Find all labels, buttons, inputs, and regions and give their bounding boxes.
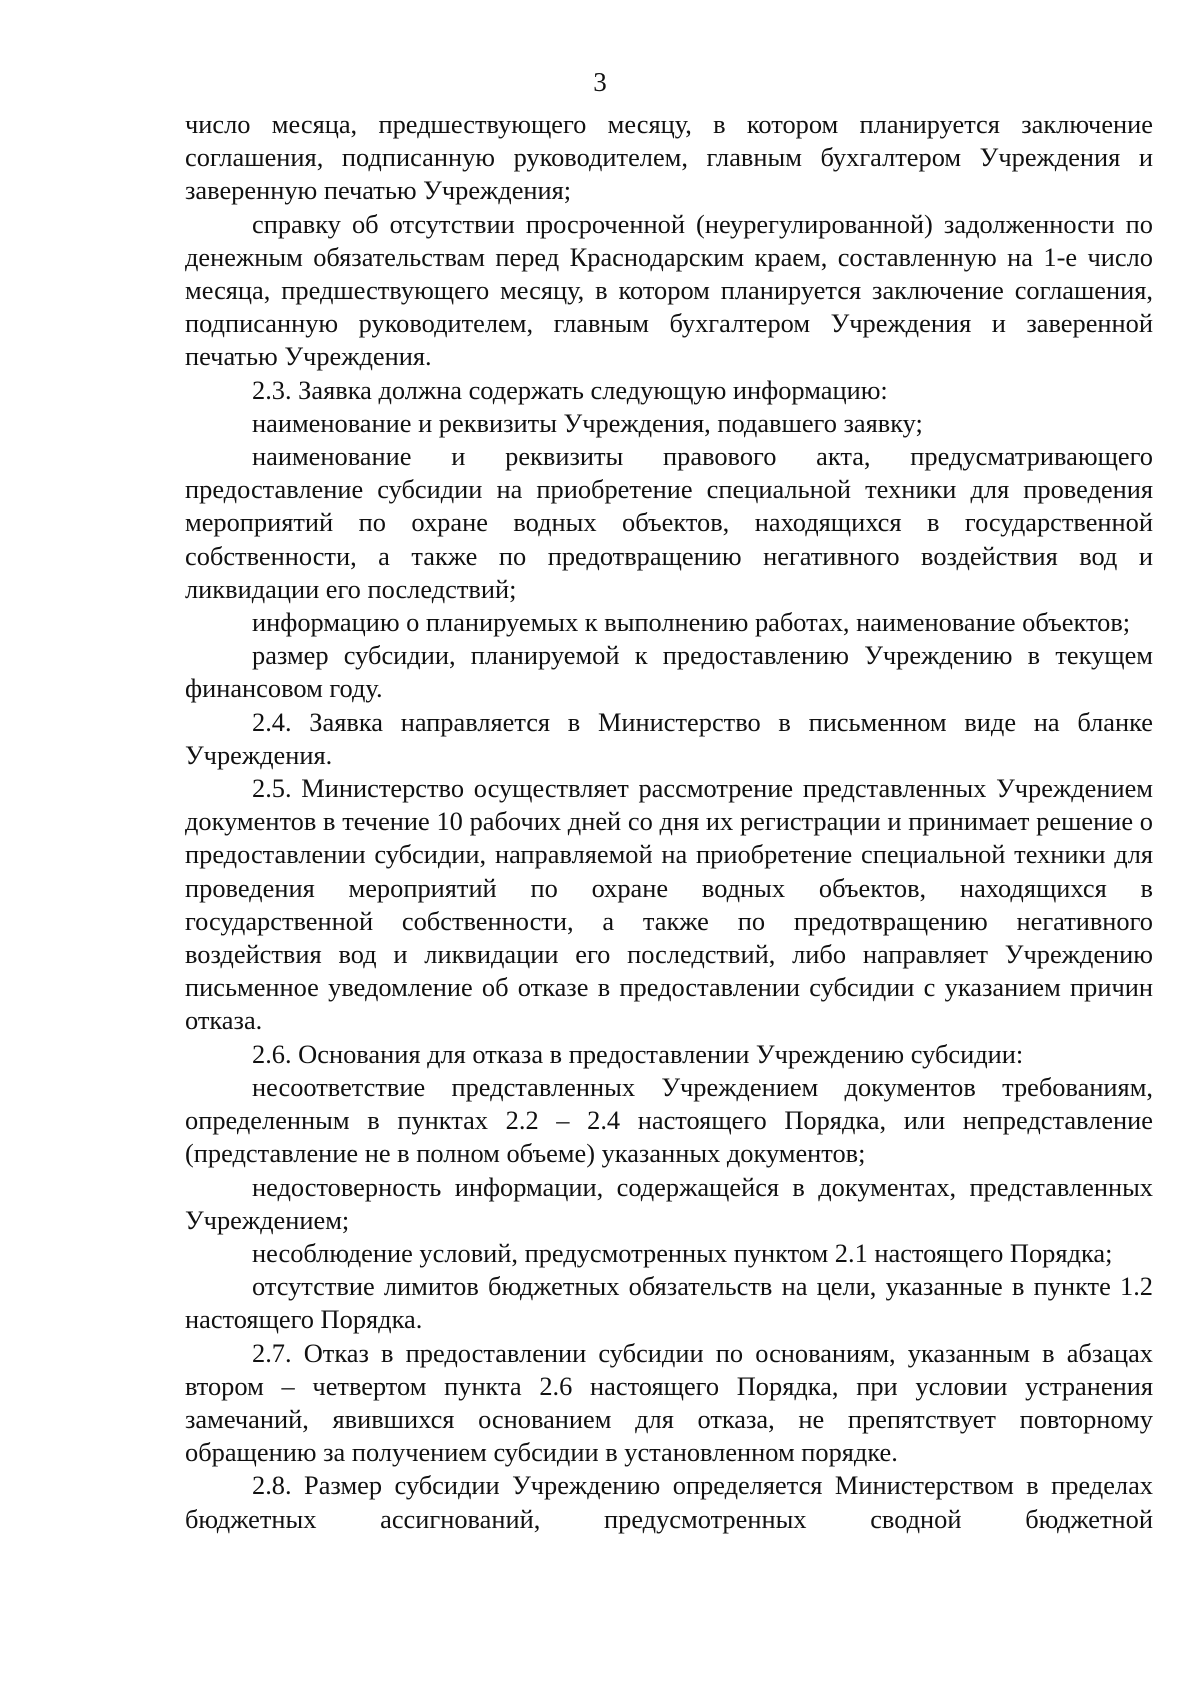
- paragraph-15: 2.7. Отказ в предоставлении субсидии по основаниям, указанным в абзацах втором – четвертом пункта 2.6 настоящего Порядка, при условии устранения замечаний, явившихся основанием для отказа, не препятствует повторному обращению за получением субсидии в установленном порядке.: [185, 1337, 1153, 1468]
- paragraph-11: несоответствие представленных Учреждением документов требованиям, определенным в пунктах 2.2 – 2.4 настоящего Порядка, или непредставление (представление не в полном объеме) указанных документов;: [185, 1071, 1153, 1169]
- paragraph-14: отсутствие лимитов бюджетных обязательств на цели, указанные в пункте 1.2 настоящего Порядка.: [185, 1271, 1153, 1335]
- paragraph-8: 2.4. Заявка направляется в Министерство в письменном виде на бланке Учреждения.: [185, 706, 1153, 770]
- paragraph-12: недостоверность информации, содержащейся в документах, представленных Учреждением;: [185, 1171, 1153, 1235]
- paragraph-10: 2.6. Основания для отказа в предоставлении Учреждению субсидии:: [252, 1038, 1024, 1069]
- paragraph-13: несоблюдение условий, предусмотренных пунктом 2.1 настоящего Порядка;: [252, 1237, 1113, 1268]
- paragraph-6: информацию о планируемых к выполнению работах, наименование объектов;: [252, 607, 1131, 638]
- paragraph-3: 2.3. Заявка должна содержать следующую информацию:: [252, 374, 888, 405]
- paragraph-2: справку об отсутствии просроченной (неурегулированной) задолженности по денежным обязательствам перед Краснодарским краем, составленную на 1-е число месяца, предшествующего месяцу, в котором планируется заключение соглашения, подписанную руководителем, главным бухгалтером Учреждения и заверенной печатью Учреждения.: [185, 208, 1153, 372]
- paragraph-16: 2.8. Размер субсидии Учреждению определяется Министерством в пределах бюджетных ассигнований, предусмотренных сводной бюджетной: [185, 1470, 1153, 1534]
- paragraph-1: число месяца, предшествующего месяцу, в котором планируется заключение соглашения, подписанную руководителем, главным бухгалтером Учреждения и заверенную печатью Учреждения;: [185, 109, 1153, 206]
- page-number: 3: [593, 67, 607, 97]
- paragraph-9: 2.5. Министерство осуществляет рассмотрение представленных Учреждением документов в течение 10 рабочих дней со дня их регистрации и принимает решение о предоставлении субсидии, направляемой на приобретение специальной техники для проведения мероприятий по охране водных объектов, находящихся в государственной собственности, а также по предотвращению негативного воздействия вод и ликвидации его последствий, либо направляет Учреждению письменное уведомление об отказе в предоставлении субсидии с указанием причин отказа.: [185, 773, 1153, 1036]
- document-body: [185, 108, 1153, 1536]
- paragraph-7: размер субсидии, планируемой к предоставлению Учреждению в текущем финансовом году.: [185, 640, 1153, 704]
- paragraph-5: наименование и реквизиты правового акта, предусматривающего предоставление субсидии на приобретение специальной техники для проведения мероприятий по охране водных объектов, находящихся в государственной собственности, а также по предотвращению негативного воздействия вод и ликвидации его последствий;: [185, 441, 1153, 604]
- paragraph-4: наименование и реквизиты Учреждения, подавшего заявку;: [252, 407, 923, 438]
